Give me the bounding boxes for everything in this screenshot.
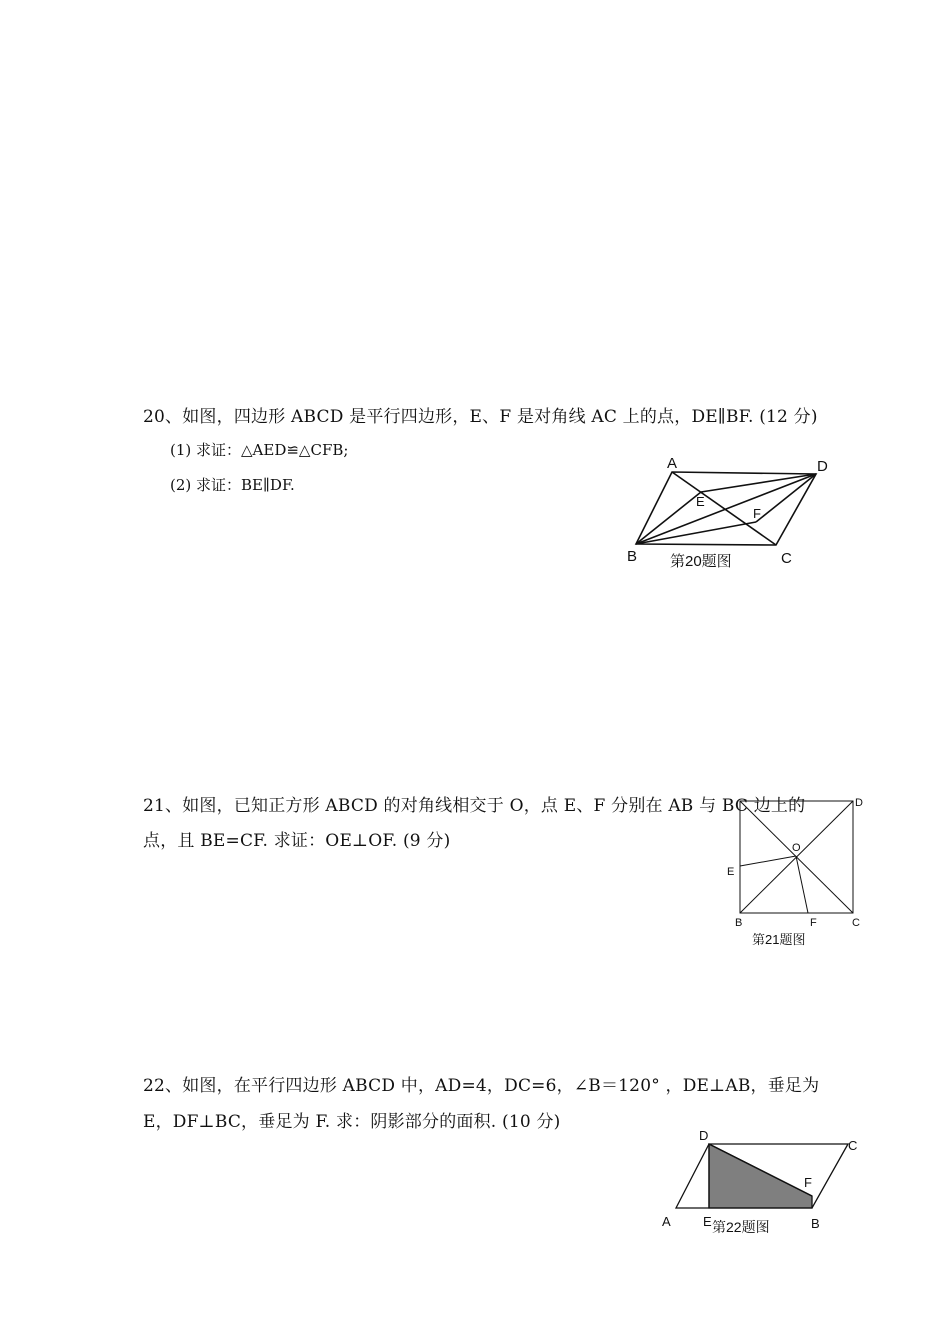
q20-label-d: D xyxy=(817,458,828,475)
q22-label-b: B xyxy=(811,1216,820,1231)
q20-part1: (1) 求证：△AED≌△CFB; xyxy=(170,441,349,459)
q20-label-c: C xyxy=(781,550,792,567)
q20-caption: 第20题图 xyxy=(670,553,732,570)
q21-caption: 第21题图 xyxy=(752,932,806,947)
q22-text-line1: 22、如图，在平行四边形 ABCD 中，AD=4，DC=6，∠B＝120° ，DE⊥AB，垂足为 xyxy=(143,1076,820,1096)
q21-label-e: E xyxy=(727,866,735,878)
q21-label-o: O xyxy=(792,842,801,854)
q21-label-f: F xyxy=(810,917,817,929)
q20-label-e: E xyxy=(696,494,705,509)
q20-label-a: A xyxy=(667,455,678,472)
q22-shaded-region xyxy=(709,1144,812,1208)
q20-part2: (2) 求证：BE∥DF. xyxy=(170,476,295,494)
q21-label-b: B xyxy=(735,917,743,929)
q20-label-b: B xyxy=(627,548,638,565)
q21-label-c: C xyxy=(852,917,860,929)
q22-label-d: D xyxy=(699,1128,709,1143)
q22-label-e: E xyxy=(703,1214,712,1229)
q20-text: 20、如图，四边形 ABCD 是平行四边形，E、F 是对角线 AC 上的点，DE∥BF. (12 分) xyxy=(143,407,818,427)
q21-text-line2: 点，且 BE=CF. 求证：OE⊥OF. (9 分) xyxy=(143,831,451,851)
q21-label-d: D xyxy=(855,797,863,809)
q22-caption: 第22题图 xyxy=(712,1219,770,1235)
q22-label-f: F xyxy=(804,1175,812,1190)
q22-text-line2: E，DF⊥BC，垂足为 F. 求：阴影部分的面积. (10 分) xyxy=(143,1112,561,1132)
q21-text-line1: 21、如图，已知正方形 ABCD 的对角线相交于 O，点 E、F 分别在 AB 与 BC 边上的 xyxy=(143,796,806,816)
q22-label-c: C xyxy=(848,1138,858,1153)
q22-label-a: A xyxy=(662,1214,671,1229)
q20-label-f: F xyxy=(753,506,761,521)
